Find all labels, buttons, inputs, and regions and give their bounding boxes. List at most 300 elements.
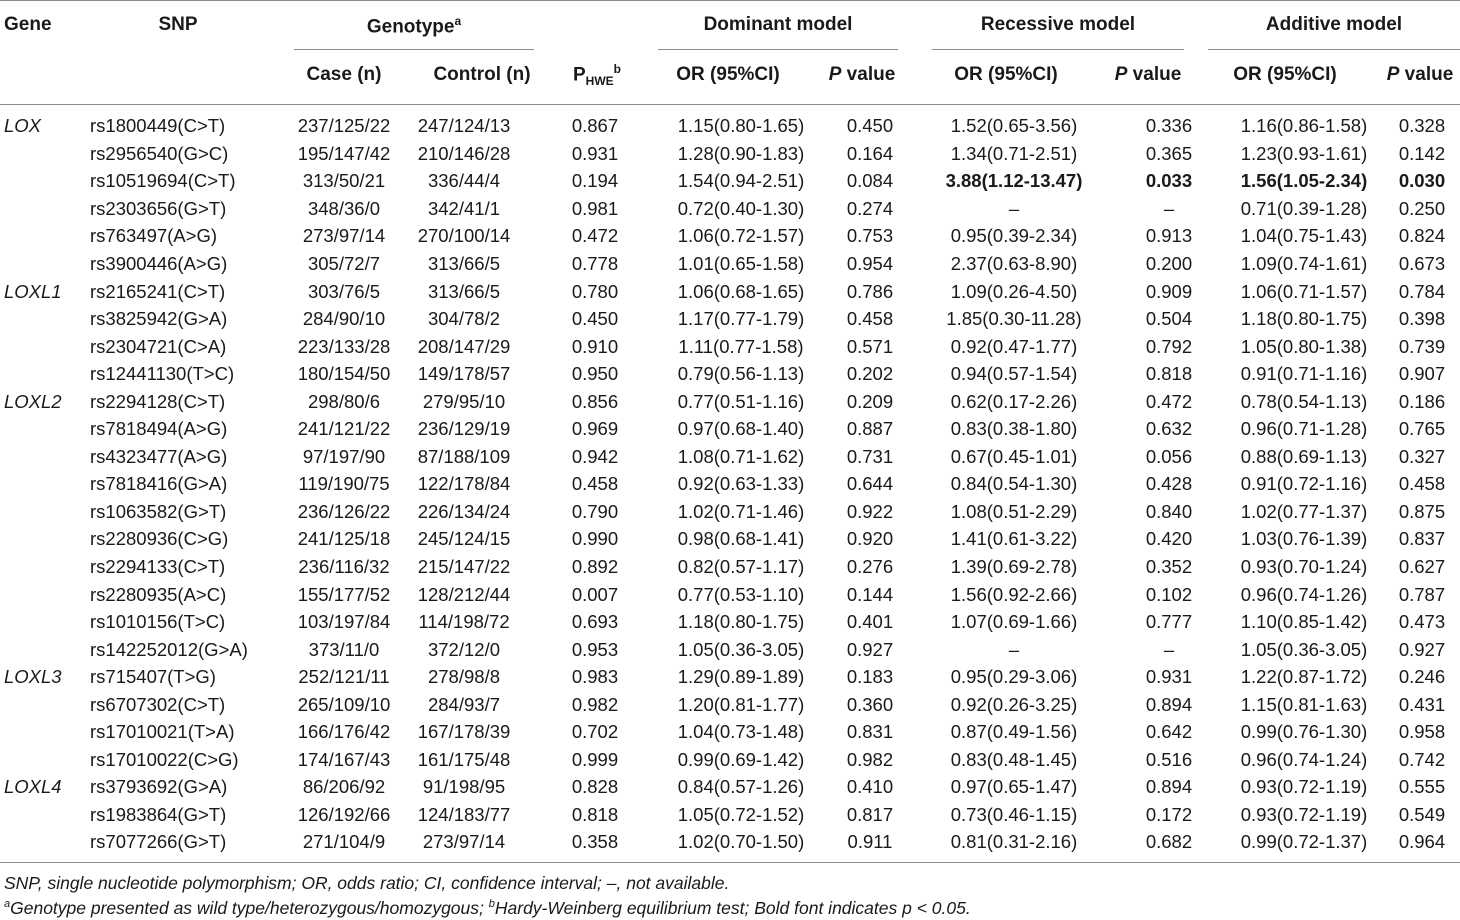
additive-p-cell: 0.875 bbox=[1398, 500, 1446, 522]
additive-p-cell: 0.549 bbox=[1398, 803, 1446, 825]
snp-cell: rs3825942(G>A) bbox=[90, 308, 228, 330]
additive-p-cell: 0.246 bbox=[1398, 666, 1446, 688]
phwe-cell: 0.942 bbox=[571, 445, 619, 467]
recessive-or-cell: 1.39(0.69-2.78) bbox=[950, 556, 1078, 578]
additive-p-cell: 0.927 bbox=[1398, 638, 1446, 660]
dominant-or-cell: 0.72(0.40-1.30) bbox=[677, 197, 805, 219]
snp-cell: rs2303656(G>T) bbox=[90, 197, 227, 219]
control-count-cell: 210/146/28 bbox=[417, 142, 511, 164]
header-genotype: Genotype$^a$ bbox=[366, 14, 462, 38]
recessive-or-cell: 0.81(0.31-2.16) bbox=[950, 831, 1078, 853]
dominant-or-cell: 1.17(0.77-1.79) bbox=[677, 308, 805, 330]
case-count-cell: 303/76/5 bbox=[307, 280, 380, 302]
gene-cell bbox=[0, 415, 72, 443]
phwe-cell: 0.867 bbox=[571, 115, 619, 137]
additive-or-cell: 0.96(0.71-1.28) bbox=[1240, 418, 1368, 440]
table-row bbox=[0, 773, 1460, 801]
dominant-p-cell: 0.144 bbox=[846, 583, 894, 605]
recessive-or-cell: 1.52(0.65-3.56) bbox=[950, 115, 1078, 137]
recessive-p-cell: 0.913 bbox=[1145, 225, 1193, 247]
dominant-or-cell: 1.15(0.80-1.65) bbox=[677, 115, 805, 137]
gene-cell bbox=[0, 250, 72, 278]
snp-cell: rs6707302(C>T) bbox=[90, 693, 226, 715]
additive-p-cell: 0.142 bbox=[1398, 142, 1446, 164]
additive-p-cell: 0.784 bbox=[1398, 280, 1446, 302]
recessive-p-cell: – bbox=[1163, 638, 1175, 660]
recessive-p-cell: 0.792 bbox=[1145, 335, 1193, 357]
phwe-cell: 0.950 bbox=[571, 363, 619, 385]
gene-cell bbox=[0, 332, 72, 360]
dominant-or-cell: 0.97(0.68-1.40) bbox=[677, 418, 805, 440]
recessive-or-cell: 1.07(0.69-1.66) bbox=[950, 611, 1078, 633]
recessive-p-cell: 0.428 bbox=[1145, 473, 1193, 495]
snp-cell: rs4323477(A>G) bbox=[90, 445, 228, 467]
header-recessive-model: Recessive model bbox=[980, 14, 1136, 35]
control-count-cell: 226/134/24 bbox=[417, 500, 511, 522]
control-count-cell: 336/44/4 bbox=[427, 170, 500, 192]
dominant-p-cell: 0.458 bbox=[846, 308, 894, 330]
additive-or-cell: 0.96(0.74-1.26) bbox=[1240, 583, 1368, 605]
recessive-or-cell: 1.56(0.92-2.66) bbox=[950, 583, 1078, 605]
dominant-or-cell: 1.29(0.89-1.89) bbox=[677, 666, 805, 688]
dominant-or-cell: 1.08(0.71-1.62) bbox=[677, 445, 805, 467]
dominant-or-cell: 0.98(0.68-1.41) bbox=[677, 528, 805, 550]
additive-or-cell: 1.05(0.36-3.05) bbox=[1240, 638, 1368, 660]
control-count-cell: 91/198/95 bbox=[422, 776, 506, 798]
case-count-cell: 166/176/42 bbox=[297, 721, 391, 743]
recessive-p-cell: 0.102 bbox=[1145, 583, 1193, 605]
dominant-p-cell: 0.276 bbox=[846, 556, 894, 578]
gene-cell bbox=[0, 801, 72, 829]
recessive-or-cell: 0.73(0.46-1.15) bbox=[950, 803, 1078, 825]
additive-p-cell: 0.787 bbox=[1398, 583, 1446, 605]
gene-cell: LOXL4 bbox=[4, 776, 62, 798]
gene-cell bbox=[0, 195, 72, 223]
recessive-p-cell: 0.420 bbox=[1145, 528, 1193, 550]
recessive-or-cell: – bbox=[1008, 638, 1020, 660]
dominant-or-cell: 1.18(0.80-1.75) bbox=[677, 611, 805, 633]
recessive-p-cell: 0.056 bbox=[1145, 445, 1193, 467]
gene-cell: LOXL2 bbox=[4, 390, 62, 412]
table-row bbox=[0, 828, 1460, 856]
control-count-cell: 279/95/10 bbox=[422, 390, 506, 412]
case-count-cell: 195/147/42 bbox=[297, 142, 391, 164]
control-count-cell: 215/147/22 bbox=[417, 556, 511, 578]
recessive-p-cell: 0.682 bbox=[1145, 831, 1193, 853]
dominant-p-cell: 0.920 bbox=[846, 528, 894, 550]
dominant-or-cell: 0.77(0.53-1.10) bbox=[677, 583, 805, 605]
case-count-cell: 97/197/90 bbox=[302, 445, 386, 467]
gene-cell bbox=[0, 746, 72, 774]
snp-cell: rs2294133(C>T) bbox=[90, 556, 226, 578]
control-count-cell: 114/198/72 bbox=[418, 611, 510, 633]
snp-cell: rs3793692(G>A) bbox=[90, 776, 228, 798]
additive-group-rule bbox=[1208, 49, 1460, 50]
dominant-p-cell: 0.084 bbox=[846, 170, 894, 192]
recessive-or-cell: 0.67(0.45-1.01) bbox=[950, 445, 1078, 467]
recessive-p-cell: 0.777 bbox=[1145, 611, 1193, 633]
recessive-p-cell: 0.516 bbox=[1145, 748, 1193, 770]
additive-p-cell: 0.837 bbox=[1398, 528, 1446, 550]
additive-p-cell: 0.627 bbox=[1398, 556, 1446, 578]
control-count-cell: 149/178/57 bbox=[417, 363, 511, 385]
phwe-cell: 0.818 bbox=[571, 803, 619, 825]
additive-or-cell: 0.91(0.71-1.16) bbox=[1240, 363, 1368, 385]
recessive-or-cell: 1.85(0.30-11.28) bbox=[946, 308, 1082, 330]
additive-p-cell: 0.250 bbox=[1398, 197, 1446, 219]
control-count-cell: 313/66/5 bbox=[427, 280, 500, 302]
snp-cell: rs1983864(G>T) bbox=[90, 803, 227, 825]
recessive-or-cell: – bbox=[1008, 197, 1020, 219]
recessive-or-cell: 1.08(0.51-2.29) bbox=[950, 500, 1078, 522]
table-row bbox=[0, 663, 1460, 691]
table-row bbox=[0, 690, 1460, 718]
recessive-p-cell: 0.172 bbox=[1145, 803, 1193, 825]
recessive-p-cell: 0.200 bbox=[1145, 253, 1193, 274]
case-count-cell: 223/133/28 bbox=[297, 335, 391, 357]
table-row bbox=[0, 140, 1460, 168]
table-row bbox=[0, 387, 1460, 415]
footnote-genotype-hwe: $^a$Genotype presented as wild type/heterozygous/homozygous; $^b$Hardy-Weinberg equilibrium test; Bold font indicates p < 0.05. bbox=[4, 898, 971, 918]
additive-or-cell: 1.02(0.77-1.37) bbox=[1240, 500, 1368, 522]
dominant-or-cell: 1.05(0.36-3.05) bbox=[677, 638, 805, 660]
header-additive-p: P value bbox=[1386, 64, 1454, 85]
snp-cell: rs7077266(G>T) bbox=[90, 831, 227, 853]
gene-cell bbox=[0, 305, 72, 333]
case-count-cell: 348/36/0 bbox=[307, 197, 380, 219]
dominant-p-cell: 0.831 bbox=[846, 721, 894, 743]
additive-or-cell: 0.71(0.39-1.28) bbox=[1240, 197, 1368, 219]
phwe-cell: 0.450 bbox=[571, 308, 619, 330]
gene-cell: LOXL3 bbox=[4, 666, 62, 688]
snp-cell: rs10519694(C>T) bbox=[90, 170, 236, 192]
snp-cell: rs763497(A>G) bbox=[90, 225, 217, 247]
additive-p-cell: 0.186 bbox=[1398, 390, 1446, 412]
dominant-p-cell: 0.183 bbox=[846, 666, 894, 688]
recessive-or-cell: 1.34(0.71-2.51) bbox=[950, 142, 1078, 164]
recessive-or-cell: 1.41(0.61-3.22) bbox=[950, 528, 1078, 550]
gene-cell bbox=[0, 718, 72, 746]
snp-cell: rs12441130(T>C) bbox=[90, 363, 235, 385]
table-row bbox=[0, 112, 1460, 140]
footnote-abbreviations: SNP, single nucleotide polymorphism; OR, odds ratio; CI, confidence interval; –, not available. bbox=[4, 873, 730, 893]
dominant-p-cell: 0.911 bbox=[847, 831, 893, 853]
phwe-cell: 0.702 bbox=[571, 721, 619, 743]
control-count-cell: 372/12/0 bbox=[427, 638, 500, 660]
dominant-or-cell: 0.84(0.57-1.26) bbox=[677, 776, 805, 798]
control-count-cell: 161/175/48 bbox=[417, 748, 511, 770]
snp-cell: rs2280936(C>G) bbox=[90, 528, 229, 550]
phwe-cell: 0.910 bbox=[571, 335, 619, 357]
additive-or-cell: 0.93(0.72-1.19) bbox=[1240, 776, 1368, 798]
case-count-cell: 298/80/6 bbox=[307, 390, 380, 412]
snp-cell: rs17010022(C>G) bbox=[90, 748, 239, 770]
additive-or-cell: 1.16(0.86-1.58) bbox=[1240, 115, 1368, 137]
additive-or-cell: 1.10(0.85-1.42) bbox=[1240, 611, 1368, 633]
recessive-p-cell: 0.840 bbox=[1145, 500, 1193, 522]
case-count-cell: 241/121/22 bbox=[297, 418, 391, 440]
dominant-p-cell: 0.927 bbox=[846, 638, 894, 660]
top-rule bbox=[0, 0, 1460, 1]
gene-cell bbox=[0, 167, 72, 195]
table-row bbox=[0, 498, 1460, 526]
phwe-cell: 0.458 bbox=[571, 473, 619, 495]
dominant-p-cell: 0.274 bbox=[846, 197, 894, 219]
snp-cell: rs2956540(G>C) bbox=[90, 142, 229, 164]
dominant-p-cell: 0.164 bbox=[846, 142, 894, 164]
control-count-cell: 122/178/84 bbox=[417, 473, 511, 495]
header-bottom-rule bbox=[0, 104, 1460, 105]
dominant-or-cell: 1.05(0.72-1.52) bbox=[677, 803, 805, 825]
control-count-cell: 236/129/19 bbox=[417, 418, 511, 440]
table-row bbox=[0, 525, 1460, 553]
results-table bbox=[0, 112, 1460, 856]
recessive-p-cell: 0.365 bbox=[1145, 142, 1193, 164]
case-count-cell: 174/167/43 bbox=[297, 748, 391, 770]
additive-p-cell: 0.473 bbox=[1398, 611, 1446, 633]
snp-cell: rs2280935(A>C) bbox=[90, 583, 227, 605]
phwe-cell: 0.778 bbox=[571, 253, 619, 274]
dominant-or-cell: 1.20(0.81-1.77) bbox=[677, 693, 805, 715]
phwe-cell: 0.983 bbox=[571, 666, 619, 688]
additive-p-cell: 0.824 bbox=[1398, 225, 1446, 247]
recessive-or-cell: 1.09(0.26-4.50) bbox=[950, 280, 1078, 302]
header-gene: Gene bbox=[4, 14, 52, 35]
phwe-cell: 0.981 bbox=[571, 197, 619, 219]
phwe-cell: 0.358 bbox=[571, 831, 619, 853]
dominant-p-cell: 0.786 bbox=[846, 280, 894, 302]
gene-cell bbox=[0, 608, 72, 636]
control-count-cell: 284/93/7 bbox=[427, 693, 500, 715]
header-case: Case (n) bbox=[306, 64, 382, 85]
dominant-p-cell: 0.410 bbox=[846, 776, 894, 798]
gene-cell bbox=[0, 360, 72, 388]
table-row bbox=[0, 443, 1460, 471]
dominant-p-cell: 0.360 bbox=[846, 693, 894, 715]
table-row bbox=[0, 718, 1460, 746]
case-count-cell: 237/125/22 bbox=[297, 115, 391, 137]
phwe-cell: 0.856 bbox=[571, 390, 619, 412]
header-snp: SNP bbox=[158, 14, 198, 35]
phwe-cell: 0.969 bbox=[571, 418, 619, 440]
phwe-cell: 0.892 bbox=[571, 556, 619, 578]
additive-p-cell: 0.431 bbox=[1398, 693, 1446, 715]
gene-cell bbox=[0, 470, 72, 498]
recessive-or-cell: 0.95(0.29-3.06) bbox=[950, 666, 1078, 688]
recessive-or-cell: 0.87(0.49-1.56) bbox=[950, 721, 1078, 743]
table-row bbox=[0, 305, 1460, 333]
phwe-cell: 0.953 bbox=[571, 638, 619, 660]
additive-or-cell: 0.93(0.72-1.19) bbox=[1240, 803, 1368, 825]
header-recessive-p: P value bbox=[1114, 64, 1182, 85]
recessive-or-cell: 0.92(0.26-3.25) bbox=[950, 693, 1078, 715]
dominant-p-cell: 0.209 bbox=[846, 390, 894, 412]
table-row bbox=[0, 332, 1460, 360]
case-count-cell: 373/11/0 bbox=[308, 638, 380, 660]
recessive-p-cell: 0.504 bbox=[1145, 308, 1193, 330]
phwe-cell: 0.999 bbox=[571, 748, 619, 770]
snp-cell: rs2165241(C>T) bbox=[90, 280, 226, 302]
recessive-p-cell: 0.632 bbox=[1145, 418, 1193, 440]
control-count-cell: 208/147/29 bbox=[417, 335, 511, 357]
case-count-cell: 86/206/92 bbox=[302, 776, 386, 798]
additive-p-cell: 0.765 bbox=[1398, 418, 1446, 440]
table-row bbox=[0, 635, 1460, 663]
gene-cell bbox=[0, 635, 72, 663]
phwe-cell: 0.472 bbox=[571, 225, 619, 247]
control-count-cell: 313/66/5 bbox=[427, 253, 500, 274]
recessive-or-cell: 0.83(0.48-1.45) bbox=[950, 748, 1078, 770]
recessive-or-cell: 3.88(1.12-13.47) bbox=[945, 170, 1083, 192]
additive-p-cell: 0.458 bbox=[1398, 473, 1446, 495]
dominant-or-cell: 1.02(0.71-1.46) bbox=[677, 500, 805, 522]
table-row bbox=[0, 553, 1460, 581]
recessive-or-cell: 0.62(0.17-2.26) bbox=[950, 390, 1078, 412]
recessive-p-cell: 0.472 bbox=[1145, 390, 1193, 412]
table-row bbox=[0, 608, 1460, 636]
snp-cell: rs1800449(C>T) bbox=[90, 115, 226, 137]
additive-or-cell: 1.56(1.05-2.34) bbox=[1240, 170, 1368, 192]
header-phwe: $P_{HWE}^b$ bbox=[572, 62, 622, 89]
case-count-cell: 103/197/84 bbox=[297, 611, 391, 633]
phwe-cell: 0.790 bbox=[571, 500, 619, 522]
header-additive-model: Additive model bbox=[1265, 14, 1403, 35]
additive-or-cell: 0.99(0.72-1.37) bbox=[1240, 831, 1368, 853]
additive-or-cell: 1.09(0.74-1.61) bbox=[1240, 253, 1368, 274]
table-row bbox=[0, 222, 1460, 250]
dominant-p-cell: 0.450 bbox=[846, 115, 894, 137]
phwe-cell: 0.693 bbox=[571, 611, 619, 633]
additive-p-cell: 0.327 bbox=[1398, 445, 1446, 467]
table-row bbox=[0, 746, 1460, 774]
dominant-p-cell: 0.644 bbox=[846, 473, 894, 495]
recessive-p-cell: 0.033 bbox=[1145, 170, 1193, 192]
header-additive-or: OR (95%CI) bbox=[1233, 64, 1337, 85]
additive-or-cell: 0.91(0.72-1.16) bbox=[1240, 473, 1368, 495]
table-row bbox=[0, 360, 1460, 388]
snp-cell: rs2304721(C>A) bbox=[90, 335, 227, 357]
snp-cell: rs142252012(G>A) bbox=[90, 638, 248, 660]
recessive-or-cell: 0.94(0.57-1.54) bbox=[950, 363, 1078, 385]
control-count-cell: 245/124/15 bbox=[417, 528, 511, 550]
table-row bbox=[0, 470, 1460, 498]
additive-p-cell: 0.030 bbox=[1398, 170, 1446, 192]
additive-or-cell: 1.22(0.87-1.72) bbox=[1240, 666, 1368, 688]
case-count-cell: 252/121/11 bbox=[298, 666, 390, 688]
genotype-group-rule bbox=[294, 49, 534, 50]
recessive-or-cell: 0.97(0.65-1.47) bbox=[950, 776, 1078, 798]
dominant-or-cell: 1.02(0.70-1.50) bbox=[677, 831, 805, 853]
recessive-p-cell: 0.909 bbox=[1145, 280, 1193, 302]
control-count-cell: 273/97/14 bbox=[422, 831, 506, 853]
additive-p-cell: 0.958 bbox=[1398, 721, 1446, 743]
table-row bbox=[0, 195, 1460, 223]
case-count-cell: 271/104/9 bbox=[302, 831, 386, 853]
case-count-cell: 241/125/18 bbox=[297, 528, 391, 550]
dominant-or-cell: 0.82(0.57-1.17) bbox=[677, 556, 805, 578]
additive-or-cell: 0.88(0.69-1.13) bbox=[1240, 445, 1368, 467]
recessive-p-cell: – bbox=[1163, 197, 1175, 219]
table-row bbox=[0, 277, 1460, 305]
snp-cell: rs7818416(G>A) bbox=[90, 473, 228, 495]
header-dominant-p: P value bbox=[828, 64, 896, 85]
gene-cell bbox=[0, 580, 72, 608]
additive-or-cell: 0.99(0.76-1.30) bbox=[1240, 721, 1368, 743]
gene-cell bbox=[0, 498, 72, 526]
control-count-cell: 278/98/8 bbox=[427, 666, 500, 688]
additive-or-cell: 1.18(0.80-1.75) bbox=[1240, 308, 1368, 330]
dominant-p-cell: 0.401 bbox=[846, 611, 894, 633]
dominant-p-cell: 0.887 bbox=[846, 418, 894, 440]
control-count-cell: 342/41/1 bbox=[427, 197, 500, 219]
header-dominant-or: OR (95%CI) bbox=[676, 64, 780, 85]
snp-cell: rs1063582(G>T) bbox=[90, 500, 227, 522]
gene-cell bbox=[0, 553, 72, 581]
snp-cell: rs7818494(A>G) bbox=[90, 418, 228, 440]
additive-or-cell: 0.96(0.74-1.24) bbox=[1240, 748, 1368, 770]
additive-p-cell: 0.328 bbox=[1398, 115, 1446, 137]
dominant-or-cell: 1.28(0.90-1.83) bbox=[677, 142, 805, 164]
phwe-cell: 0.931 bbox=[571, 142, 619, 164]
case-count-cell: 119/190/75 bbox=[298, 473, 390, 495]
additive-p-cell: 0.398 bbox=[1398, 308, 1446, 330]
case-count-cell: 284/90/10 bbox=[302, 308, 386, 330]
recessive-or-cell: 0.92(0.47-1.77) bbox=[950, 335, 1078, 357]
gene-cell: LOX bbox=[4, 115, 42, 137]
additive-p-cell: 0.742 bbox=[1398, 748, 1446, 770]
dominant-or-cell: 0.92(0.63-1.33) bbox=[677, 473, 805, 495]
additive-or-cell: 1.06(0.71-1.57) bbox=[1240, 280, 1368, 302]
gene-cell bbox=[0, 222, 72, 250]
additive-or-cell: 1.05(0.80-1.38) bbox=[1240, 335, 1368, 357]
additive-or-cell: 1.03(0.76-1.39) bbox=[1240, 528, 1368, 550]
case-count-cell: 236/126/22 bbox=[297, 500, 391, 522]
dominant-or-cell: 1.06(0.72-1.57) bbox=[677, 225, 805, 247]
additive-or-cell: 1.15(0.81-1.63) bbox=[1240, 693, 1368, 715]
control-count-cell: 87/188/109 bbox=[417, 445, 511, 467]
gene-cell bbox=[0, 443, 72, 471]
snp-cell: rs715407(T>G) bbox=[90, 666, 216, 688]
recessive-or-cell: 2.37(0.63-8.90) bbox=[950, 253, 1078, 274]
phwe-cell: 0.780 bbox=[571, 280, 619, 302]
additive-or-cell: 1.23(0.93-1.61) bbox=[1240, 142, 1368, 164]
recessive-p-cell: 0.352 bbox=[1145, 556, 1193, 578]
additive-or-cell: 0.78(0.54-1.13) bbox=[1240, 390, 1368, 412]
phwe-cell: 0.982 bbox=[571, 693, 619, 715]
header-control: Control (n) bbox=[433, 64, 531, 85]
dominant-or-cell: 1.06(0.68-1.65) bbox=[677, 280, 805, 302]
additive-or-cell: 1.04(0.75-1.43) bbox=[1240, 225, 1368, 247]
dominant-or-cell: 0.99(0.69-1.42) bbox=[677, 748, 805, 770]
recessive-p-cell: 0.894 bbox=[1145, 693, 1193, 715]
recessive-or-cell: 0.83(0.38-1.80) bbox=[950, 418, 1078, 440]
table-bottom-rule bbox=[0, 862, 1460, 863]
phwe-cell: 0.194 bbox=[571, 170, 619, 192]
recessive-p-cell: 0.894 bbox=[1145, 776, 1193, 798]
case-count-cell: 313/50/21 bbox=[302, 170, 386, 192]
additive-p-cell: 0.907 bbox=[1398, 363, 1446, 385]
recessive-or-cell: 0.95(0.39-2.34) bbox=[950, 225, 1078, 247]
snp-cell: rs2294128(C>T) bbox=[90, 390, 226, 412]
dominant-p-cell: 0.922 bbox=[846, 500, 894, 522]
snp-cell: rs1010156(T>C) bbox=[90, 611, 226, 633]
recessive-group-rule bbox=[932, 49, 1184, 50]
case-count-cell: 180/154/50 bbox=[297, 363, 391, 385]
table-row bbox=[0, 167, 1460, 195]
recessive-p-cell: 0.642 bbox=[1145, 721, 1193, 743]
control-count-cell: 124/183/77 bbox=[417, 803, 511, 825]
snp-cell: rs17010021(T>A) bbox=[90, 721, 235, 743]
